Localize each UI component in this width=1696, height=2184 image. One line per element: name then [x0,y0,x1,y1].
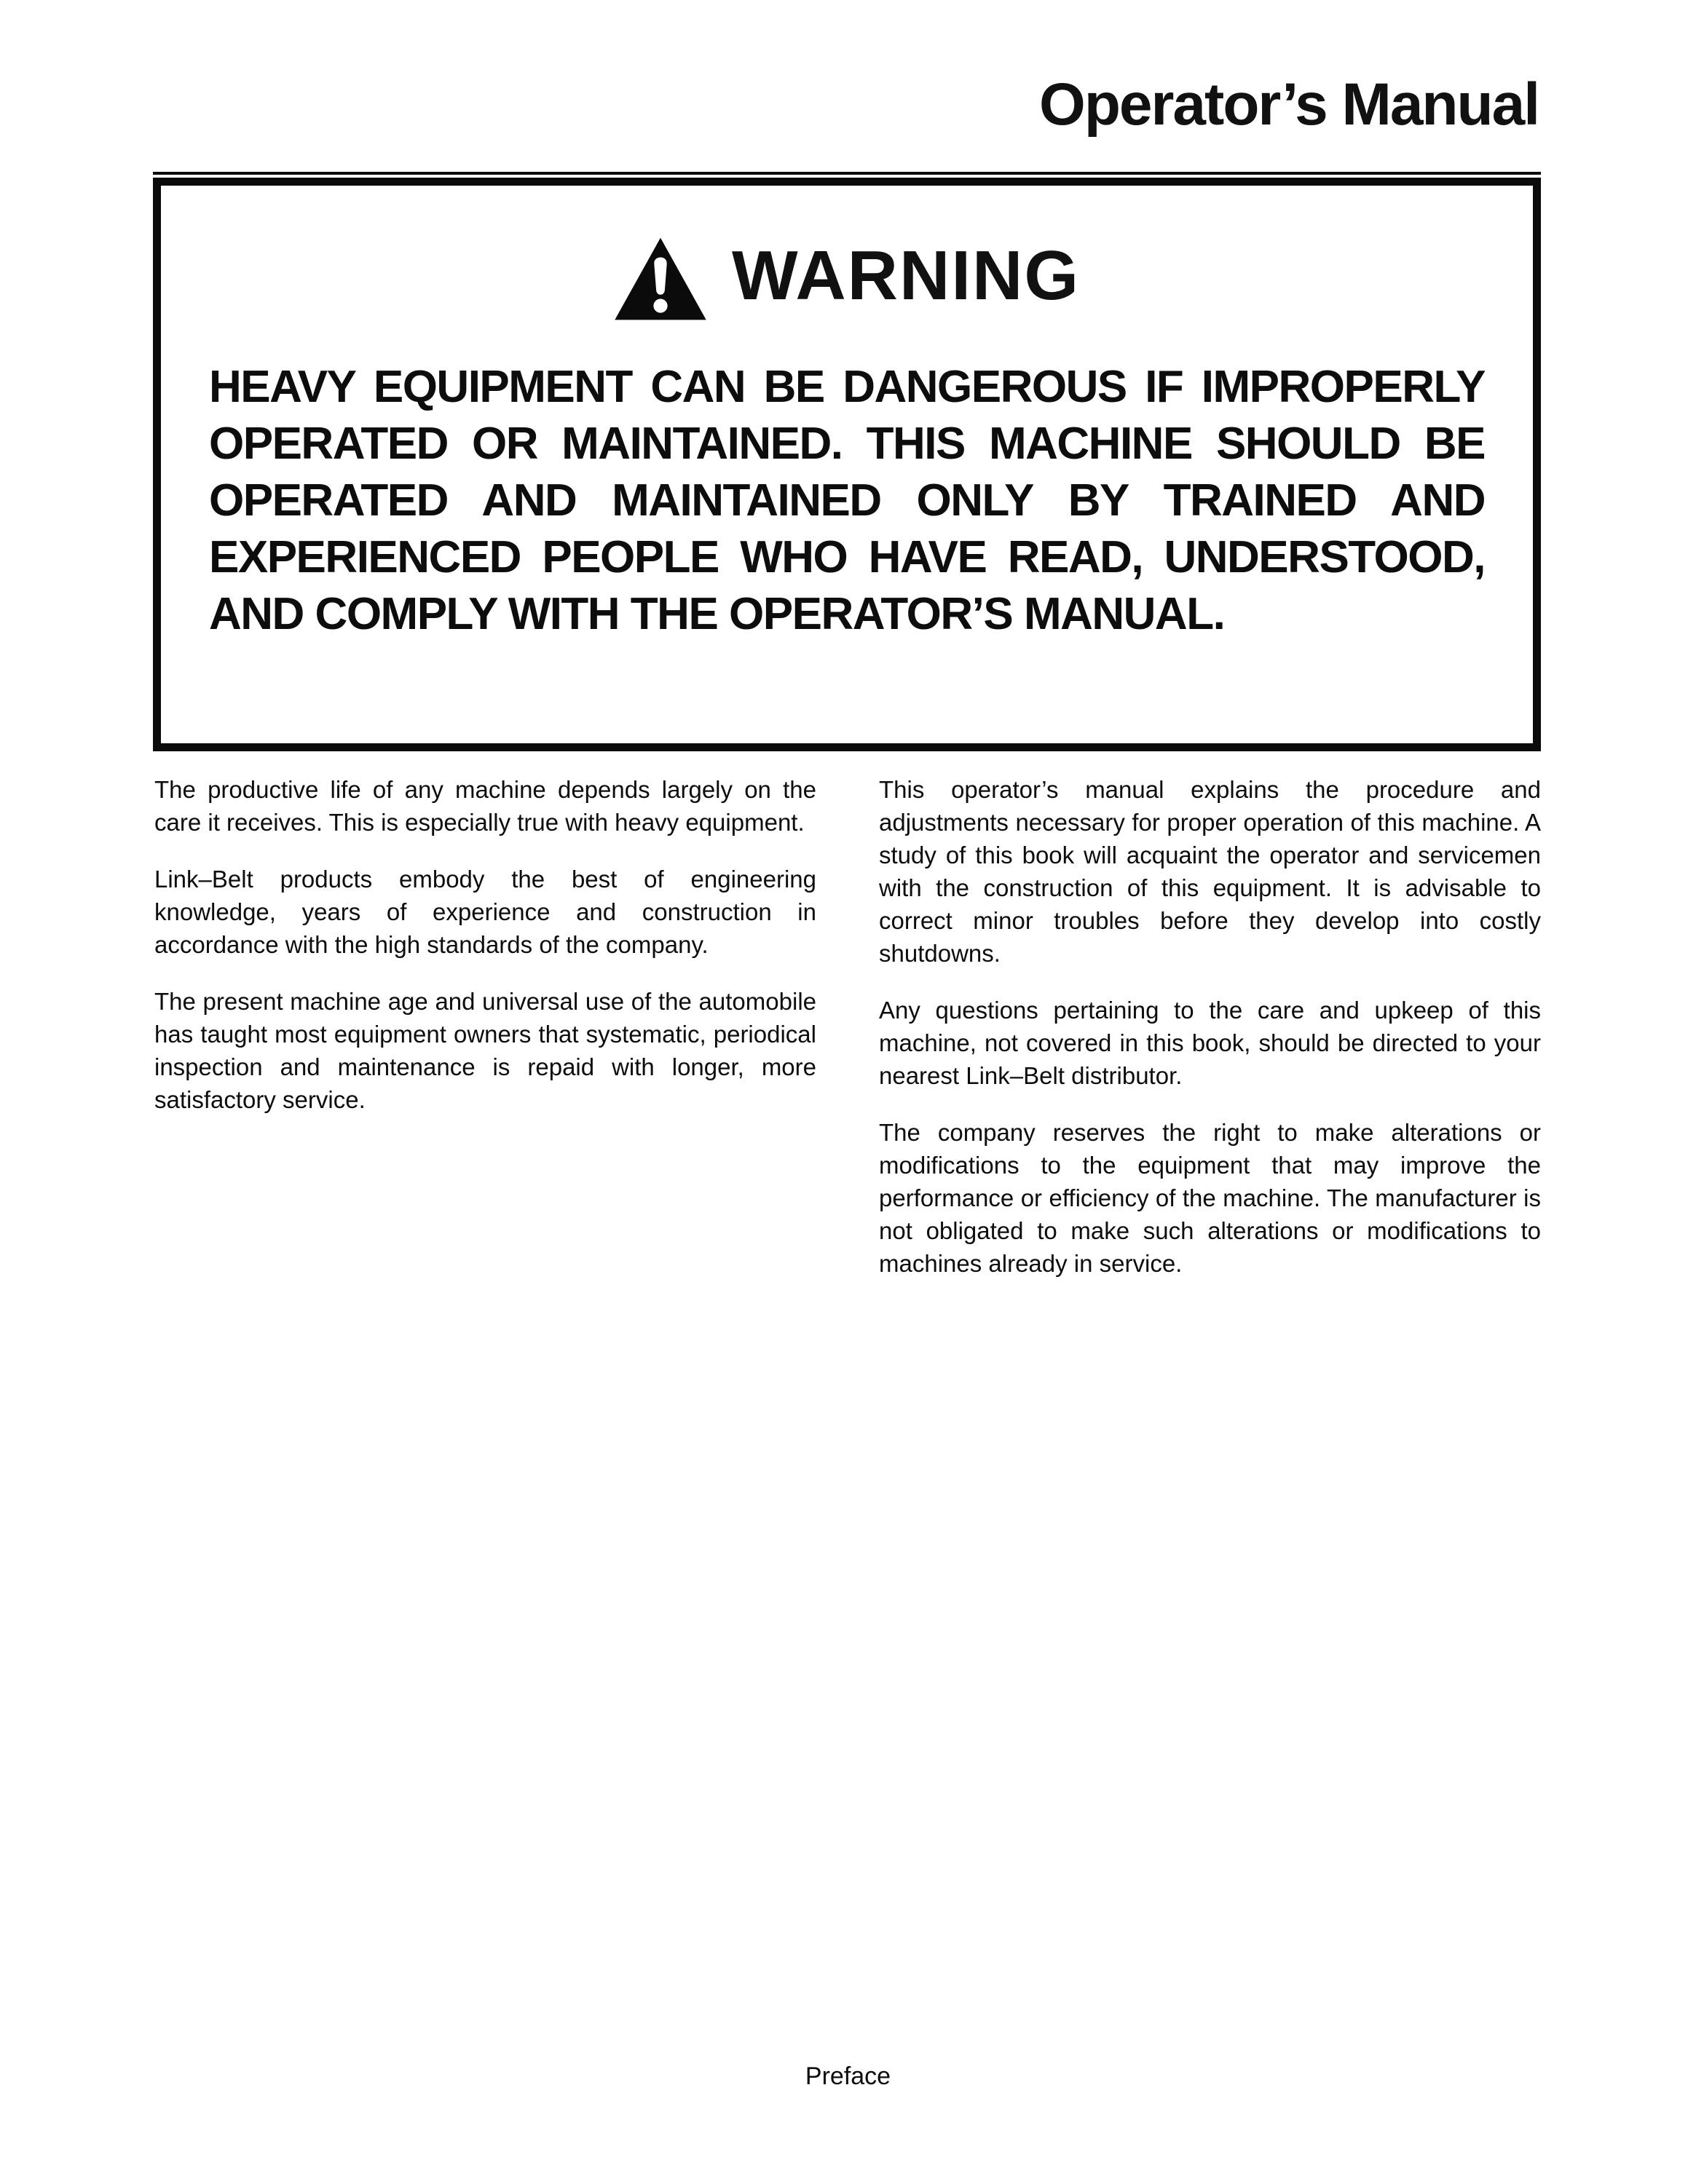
warning-triangle-icon [614,237,707,321]
page-title: Operator’s Manual [1039,71,1539,138]
paragraph-questions: Any questions pertaining to the care and upkeep of this machine, not covered in this book, should be directed to your nearest Link–Belt distributor. [879,997,1541,1089]
paragraph-manual-explains: This operator’s manual explains the procedure and adjustments necessary for proper operation of this machine. A study of this book will acquaint the operator and servicemen with the construction of this equipment. It is advisable to correct minor troubles before they develop into costly shutdowns. [879,776,1541,967]
paragraph-productive-life: The productive life of any machine depends largely on the care it receives. This is especially true with heavy equipment. [154,776,816,836]
right-column [879,773,1541,1304]
warning-heading: WARNING [732,237,1080,314]
warning-header [161,237,1533,321]
paragraph-machine-age: The present machine age and universal use of the automobile has taught most equipment owners that systematic, periodical inspection and maintenance is repaid with longer, more satisfactory service. [154,988,816,1113]
warning-body-text: HEAVY EQUIPMENT CAN BE DANGEROUS IF IMPROPERLY OPERATED OR MAINTAINED. THIS MACHINE SHOULD BE OPERATED AND MAINTAINED ONLY BY TRAINED AND EXPERIENCED PEOPLE WHO HAVE READ, UNDERSTOOD, AND COMPLY WITH THE OPERATOR’S MANUAL. [209,362,1485,639]
page-footer-label: Preface [805,2062,891,2090]
warning-box [153,178,1541,751]
paragraph-company-reserves: The company reserves the right to make alterations or modifications to the equipment that may improve the performance or efficiency of the machine. The manufacturer is not obligated to make such alterations or modifications to machines already in service. [879,1119,1541,1277]
body-columns [154,773,1541,1304]
paragraph-linkbelt-products: Link–Belt products embody the best of engineering knowledge, years of experience and construction in accordance with the high standards of the company. [154,866,816,958]
left-column [154,773,816,1304]
